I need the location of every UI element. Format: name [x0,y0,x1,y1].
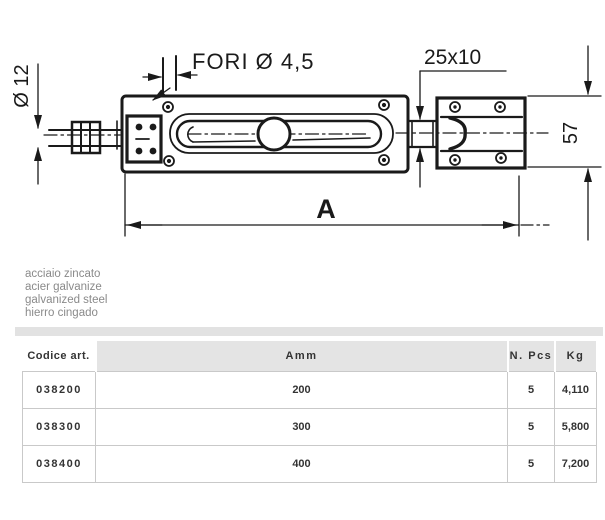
material-line-en: galvanized steel [25,294,108,306]
cell-kg: 5,800 [555,409,597,446]
divider-bar [15,327,603,336]
label-length: A [316,194,336,224]
column-header-pcs: N. Pcs [508,340,555,372]
material-line-fr: acier galvanize [25,281,102,293]
material-line-it: acciaio zincato [25,268,101,280]
centerlines [44,133,548,135]
product-table [22,339,598,483]
table-header-row [23,340,597,372]
dim-length [125,174,549,236]
table-row [23,409,597,446]
cell-amm: 300 [96,409,508,446]
cell-amm: 400 [96,446,508,483]
cell-amm: 200 [96,372,508,409]
material-note [25,268,107,320]
guide-bracket [127,116,161,162]
label-holes: FORI Ø 4,5 [192,49,315,74]
label-rod-diameter: Ø 12 [11,64,33,108]
cell-code: 038400 [23,446,96,483]
table-row [23,372,597,409]
cell-code: 038200 [23,372,96,409]
cell-kg: 7,200 [555,446,597,483]
label-bar-section: 25x10 [424,46,482,69]
column-header-kg: Kg [555,340,597,372]
bolt-knob [258,118,290,150]
table-row [23,446,597,483]
cell-code: 038300 [23,409,96,446]
cell-kg: 4,110 [555,372,597,409]
dim-holes [143,56,197,100]
column-header-amm: Amm [96,340,508,372]
cell-pcs: 5 [508,409,555,446]
bolt-rod-mid [408,121,437,147]
material-line-es: hierro cingado [25,307,98,319]
cell-pcs: 5 [508,372,555,409]
label-height: 57 [560,121,582,145]
bolt-rod-left [49,121,122,153]
cell-pcs: 5 [508,446,555,483]
technical-drawing [0,0,605,258]
column-header-codice: Codice art. [23,340,96,372]
